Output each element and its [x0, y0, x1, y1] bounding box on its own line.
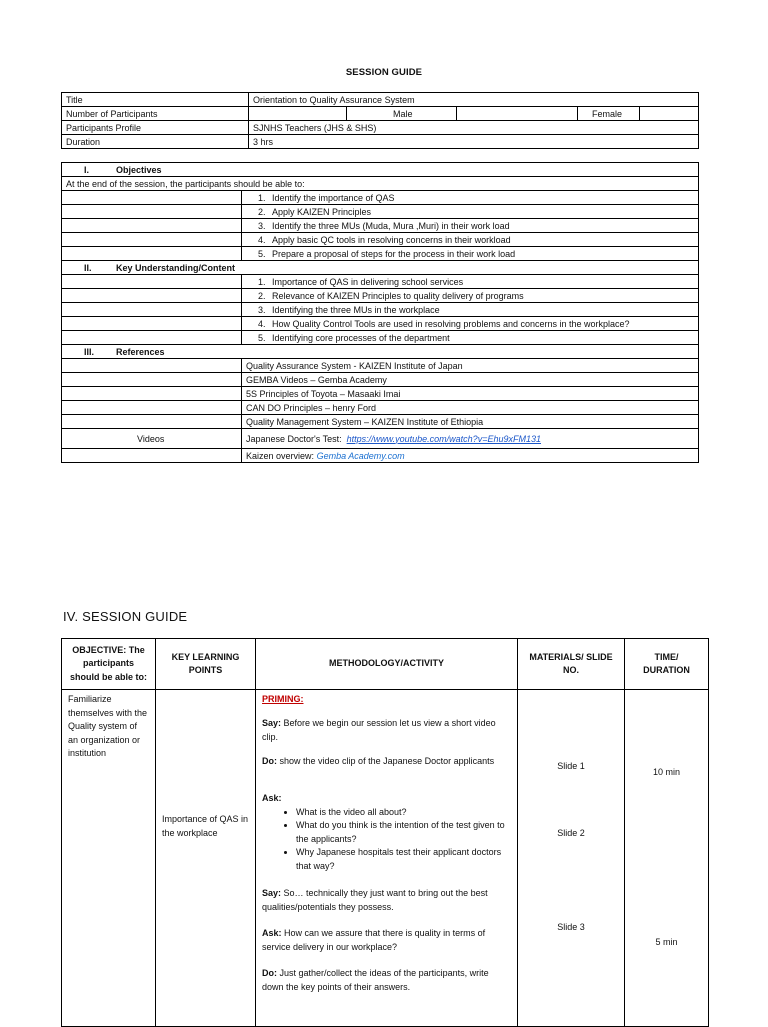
priming-label: PRIMING: — [262, 694, 304, 704]
slide-3: Slide 3 — [557, 922, 585, 932]
list-item: Quality Assurance System - KAIZEN Institute of Japan — [62, 359, 699, 373]
objective-cell: Familiarize themselves with the Quality system of an organization or institution — [62, 690, 156, 1027]
header-objective: OBJECTIVE: The participants should be able to: — [62, 639, 156, 690]
time-2: 5 min — [655, 937, 678, 947]
male-label: Male — [347, 107, 457, 121]
session-guide-table — [61, 638, 709, 1027]
list-item: 4. Apply basic QC tools in resolving concerns in their workload — [62, 233, 699, 247]
time-1: 10 min — [652, 767, 680, 777]
duration-value: 3 hrs — [249, 135, 699, 149]
list-item: 2. Apply KAIZEN Principles — [62, 205, 699, 219]
female-value — [640, 107, 699, 121]
section-row — [62, 163, 699, 177]
title-label: Title — [62, 93, 249, 107]
info-table — [61, 92, 699, 149]
list-item — [62, 429, 699, 449]
slide-2: Slide 2 — [557, 828, 585, 838]
list-item: • What do you think is the intention of the test given to the applicants? — [296, 819, 512, 846]
list-item: GEMBA Videos – Gemba Academy — [62, 373, 699, 387]
key-point-cell: Importance of QAS in the workplace — [156, 690, 256, 1027]
list-item: 3. Identifying the three MUs in the workplace — [62, 303, 699, 317]
objectives-intro: At the end of the session, the participants should be able to: — [62, 177, 699, 191]
list-item: 3. Identify the three MUs (Muda, Mura ,Muri) in their work load — [62, 219, 699, 233]
list-item: • What is the video all about? — [296, 806, 512, 820]
objectives-heading: I. Objectives — [62, 163, 699, 177]
list-item: 5. Identifying core processes of the department — [62, 331, 699, 345]
profile-label: Participants Profile — [62, 121, 249, 135]
section-row — [62, 345, 699, 359]
video-link-1[interactable]: https://www.youtube.com/watch?v=Ehu9xFM131 — [346, 433, 541, 444]
slide-1: Slide 1 — [557, 761, 585, 771]
list-item: 1. Importance of QAS in delivering school services — [62, 275, 699, 289]
male-value — [457, 107, 578, 121]
time-cell — [625, 690, 709, 1027]
duration-label: Duration — [62, 135, 249, 149]
header-methodology: METHODOLOGY/ACTIVITY — [256, 639, 518, 690]
profile-value: SJNHS Teachers (JHS & SHS) — [249, 121, 699, 135]
table-row — [62, 107, 699, 121]
list-item: 1. Identify the importance of QAS — [62, 191, 699, 205]
key-understanding-heading: II. Key Understanding/Content — [62, 261, 699, 275]
table-row — [62, 121, 699, 135]
table-header-row — [62, 639, 709, 690]
list-item: 4. How Quality Control Tools are used in resolving problems and concerns in the workplace? — [62, 317, 699, 331]
participants-blank — [249, 107, 347, 121]
references-heading: III. References — [62, 345, 699, 359]
list-item: 2. Relevance of KAIZEN Principles to quality delivery of programs — [62, 289, 699, 303]
table-row — [62, 177, 699, 191]
list-item: 5. Prepare a proposal of steps for the process in their work load — [62, 247, 699, 261]
table-row — [62, 690, 709, 1027]
table-row — [62, 135, 699, 149]
list-item: CAN DO Principles – henry Ford — [62, 401, 699, 415]
title-value: Orientation to Quality Assurance System — [249, 93, 699, 107]
header-key-points: KEY LEARNING POINTS — [156, 639, 256, 690]
ask-bullet-list — [262, 806, 512, 874]
list-item: • Why Japanese hospitals test their applicant doctors that way? — [296, 846, 512, 873]
participants-label: Number of Participants — [62, 107, 249, 121]
objectives-table — [61, 162, 699, 463]
list-item: 5S Principles of Toyota – Masaaki Imai — [62, 387, 699, 401]
video-reference-1: Japanese Doctor's Test: https://www.youtube.com/watch?v=Ehu9xFM131 — [242, 429, 699, 449]
doc-title: SESSION GUIDE — [345, 67, 423, 78]
session-guide-heading: IV. SESSION GUIDE — [63, 609, 188, 624]
table-row — [62, 93, 699, 107]
materials-cell — [518, 690, 625, 1027]
methodology-cell: PRIMING: Say: Before we begin our session let us view a short video clip. Do: show the video clip of the Japanese Doctor applicants Ask: • What is the video all about? • What do you think is the intention of the test given to the applicants? • Why Japanese hospitals test their applicant doctors that way? Say: So… technically they just want to bring out the best qualities/potentials they possess. Ask: How can we assure that there is quality in terms of service delivery in our workplace? Do: Just gather/collect the ideas of the participants, write down the key points of their answers. — [256, 690, 518, 1027]
video-link-2[interactable]: Gemba Academy.com — [316, 450, 405, 461]
list-item — [62, 449, 699, 463]
header-time: TIME/ DURATION — [625, 639, 709, 690]
section-row — [62, 261, 699, 275]
list-item: Quality Management System – KAIZEN Institute of Ethiopia — [62, 415, 699, 429]
video-reference-2: Kaizen overview: Gemba Academy.com — [242, 449, 699, 463]
videos-label: Videos — [62, 429, 242, 449]
header-materials: MATERIALS/ SLIDE NO. — [518, 639, 625, 690]
female-label: Female — [578, 107, 640, 121]
